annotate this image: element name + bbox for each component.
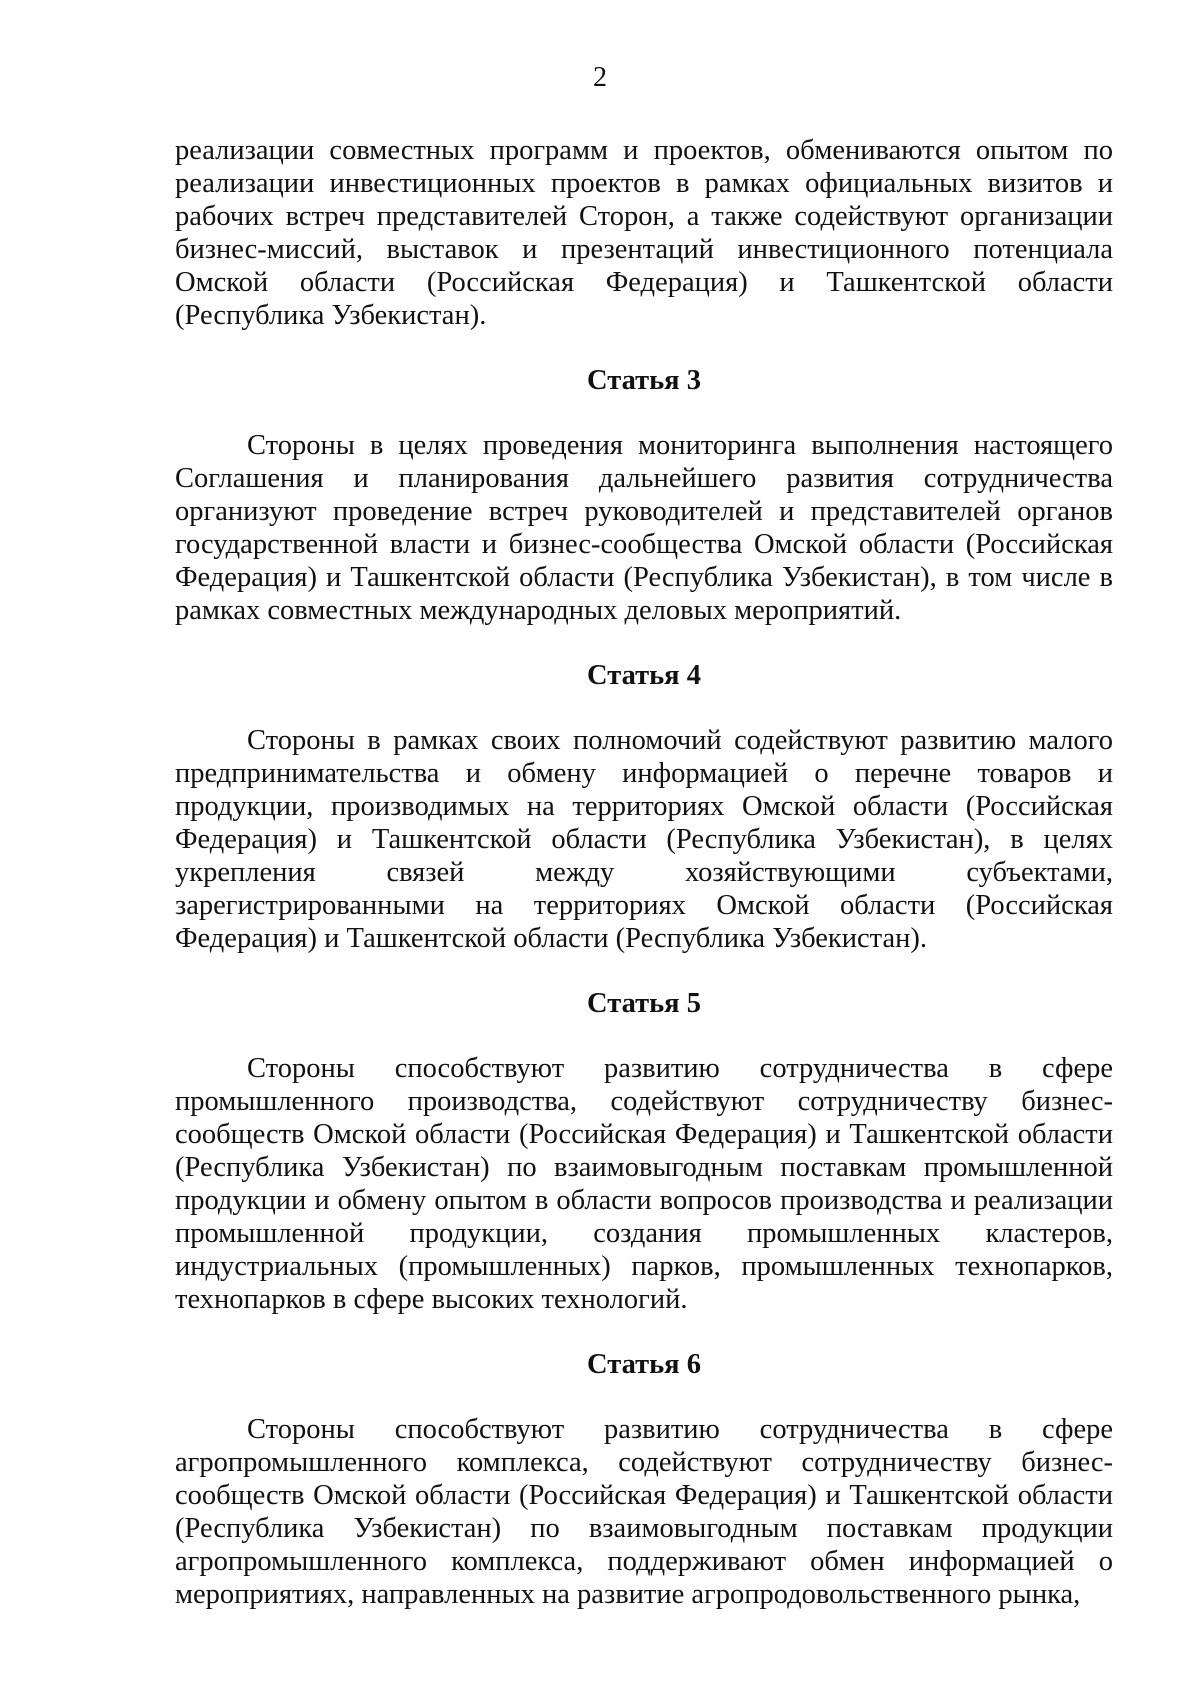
spacer [175, 1381, 1113, 1413]
document-body [175, 134, 1113, 1611]
spacer [175, 627, 1113, 659]
article-3-heading: Статья 3 [587, 365, 701, 396]
intro-paragraph: реализации совместных программ и проектов, обмениваются опытом по реализации инвестиционных проектов в рамках официальных визитов и рабочих встреч представителей Сторон, а также содействуют организации бизнес-миссий, выставок и презентаций инвестиционного потенциала Омской области (Российская Федерация) и Ташкентской области (Республика Узбекистан). [175, 135, 1113, 331]
article-4-text: Стороны в рамках своих полномочий содействуют развитию малого предпринимательства и обмену информацией о перечне товаров и продукции, производимых на территориях Омской области (Российская Федерация) и Ташкентской области (Республика Узбекистан), в целях укрепления связей между хозяйствующими субъектами, зарегистрированными на территориях Омской области (Российская Федерация) и Ташкентской области (Республика Узбекистан). [175, 725, 1113, 954]
spacer [175, 332, 1113, 364]
article-4-heading: Статья 4 [587, 660, 701, 691]
article-3-text: Стороны в целях проведения мониторинга выполнения настоящего Соглашения и планирования дальнейшего развития сотрудничества организуют проведение встреч руководителей и представителей органов государственной власти и бизнес-сообщества Омской области (Российская Федерация) и Ташкентской области (Республика Узбекистан), в том числе в рамках совместных международных деловых мероприятий. [175, 430, 1113, 626]
article-6-heading: Статья 6 [587, 1349, 701, 1380]
spacer [175, 692, 1113, 724]
spacer [175, 397, 1113, 429]
article-5-text: Стороны способствуют развитию сотрудничества в сфере промышленного производства, содействуют сотрудничеству бизнес-сообществ Омской области (Российская Федерация) и Ташкентской области (Республика Узбекистан) по взаимовыгодным поставкам промышленной продукции и обмену опытом в области вопросов производства и реализации промышленной продукции, создания промышленных кластеров, индустриальных (промышленных) парков, промышленных технопарков, технопарков в сфере высоких технологий. [175, 1053, 1113, 1315]
spacer [175, 1316, 1113, 1348]
article-5-heading: Статья 5 [587, 988, 701, 1019]
article-6-text: Стороны способствуют развитию сотрудничества в сфере агропромышленного комплекса, содействуют сотрудничеству бизнес-сообществ Омской области (Российская Федерация) и Ташкентской области (Республика Узбекистан) по взаимовыгодным поставкам продукции агропромышленного комплекса, поддерживают обмен информацией о мероприятиях, направленных на развитие агропродовольственного рынка, [175, 1414, 1113, 1610]
spacer [175, 1020, 1113, 1052]
spacer [175, 955, 1113, 987]
page-number: 2 [593, 62, 607, 93]
